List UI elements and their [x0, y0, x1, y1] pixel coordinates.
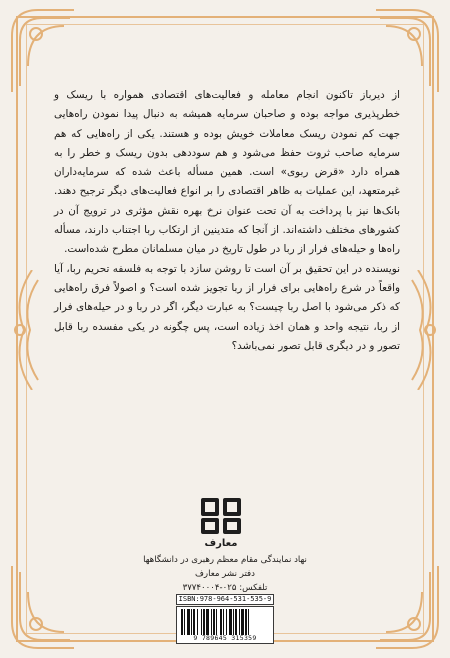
- barcode-bar: [239, 609, 240, 635]
- barcode-number: 9 789645 315359: [193, 634, 257, 642]
- barcode-bar: [245, 609, 247, 635]
- barcode-bar: [201, 609, 202, 635]
- barcode-bar: [211, 609, 212, 635]
- barcode-bar: [226, 609, 227, 635]
- barcode: [176, 606, 274, 644]
- isbn-label: ISBN:978-964-531-535-9: [176, 594, 274, 605]
- corner-ornament-icon: [372, 6, 442, 96]
- barcode-bar: [193, 609, 195, 635]
- barcode-bar: [216, 609, 217, 635]
- publisher-name: دفتر نشر معارف: [195, 569, 255, 579]
- corner-ornament-icon: [372, 562, 442, 652]
- back-cover-text: [54, 86, 400, 356]
- corner-ornament-icon: [8, 562, 78, 652]
- publisher-info: [100, 553, 350, 595]
- barcode-bar: [187, 609, 190, 635]
- barcode-bar: [229, 609, 232, 635]
- corner-ornament-icon: [8, 6, 78, 96]
- paragraph-intro: از دیرباز تاکنون انجام معامله و فعالیت‌های اقتصادی همواره با ریسک و خطرپذیری مواجه بوده و صاحبان سرمایه همیشه به دنبال پیدا نمودن راه‌هایی جهت کم نمودن ریسک معاملات خویش بوده و هستند. یکی از راه‌هایی که هم سرمایه صاحب ثروت حفظ می‌شود و هم سوددهی بدون ریسک و خطر را به همراه دارد «قرض ربوی» است. همین مسأله باعث شده که سرمایه‌داران غیرمتعهد، این عملیات به ظاهر اقتصادی را بر انواع فعالیت‌های دیگر ترجیح دهند. بانک‌ها نیز با پرداخت به آن تحت عنوان نرخ بهره نقش مؤثری در ترویج آن در کشورهای مختلف داشته‌اند. از آنجا که متدینین از ارتکاب ربا اجتناب دارند، مسأله راه‌ها و حیله‌های فرار از ربا در طول تاریخ در میان مسلمانان مطرح شده‌است.: [54, 89, 400, 256]
- logo-wordmark: معارف: [204, 538, 238, 549]
- publisher-logo-icon: [193, 492, 249, 550]
- barcode-bar: [223, 609, 224, 635]
- barcode-bar: [235, 609, 237, 635]
- barcode-bar: [203, 609, 205, 635]
- barcode-bar: [197, 609, 198, 635]
- paragraph-research: نویسنده در این تحقیق بر آن است تا روشن سازد با توجه به فلسفه تحریم ربا، آیا واقعاً در شرع راه‌هایی برای فرار از ربا تجویز شده است؟ و اصولاً فرق راه‌هایی که ذکر می‌شود با اصل ربا چیست؟ به عبارت دیگر، اگر در ربا و در حیله‌های فرار از ربا، نتیجه واحد و همان اخذ زیاده است، پس چگونه در یکی مفسده ربا قابل تصور و در دیگری قابل تصور نمی‌باشد؟: [54, 262, 400, 352]
- side-ornament-icon: [410, 270, 442, 390]
- barcode-bar: [206, 609, 209, 635]
- side-ornament-icon: [8, 270, 40, 390]
- barcode-bar: [213, 609, 215, 635]
- publisher-org: نهاد نمایندگی مقام معظم رهبری در دانشگاهها: [143, 555, 307, 565]
- barcode-bar: [220, 609, 222, 635]
- barcode-bar: [233, 609, 234, 635]
- barcode-bar: [184, 609, 185, 635]
- publisher-phone: تلفکس: ۰۲۵-۳۷۷۴۰۰۰۴: [182, 583, 268, 593]
- barcode-bar: [181, 609, 183, 635]
- barcode-bar: [191, 609, 192, 635]
- barcode-bar: [248, 609, 249, 635]
- barcode-bars-icon: [181, 609, 271, 635]
- barcode-bar: [241, 609, 244, 635]
